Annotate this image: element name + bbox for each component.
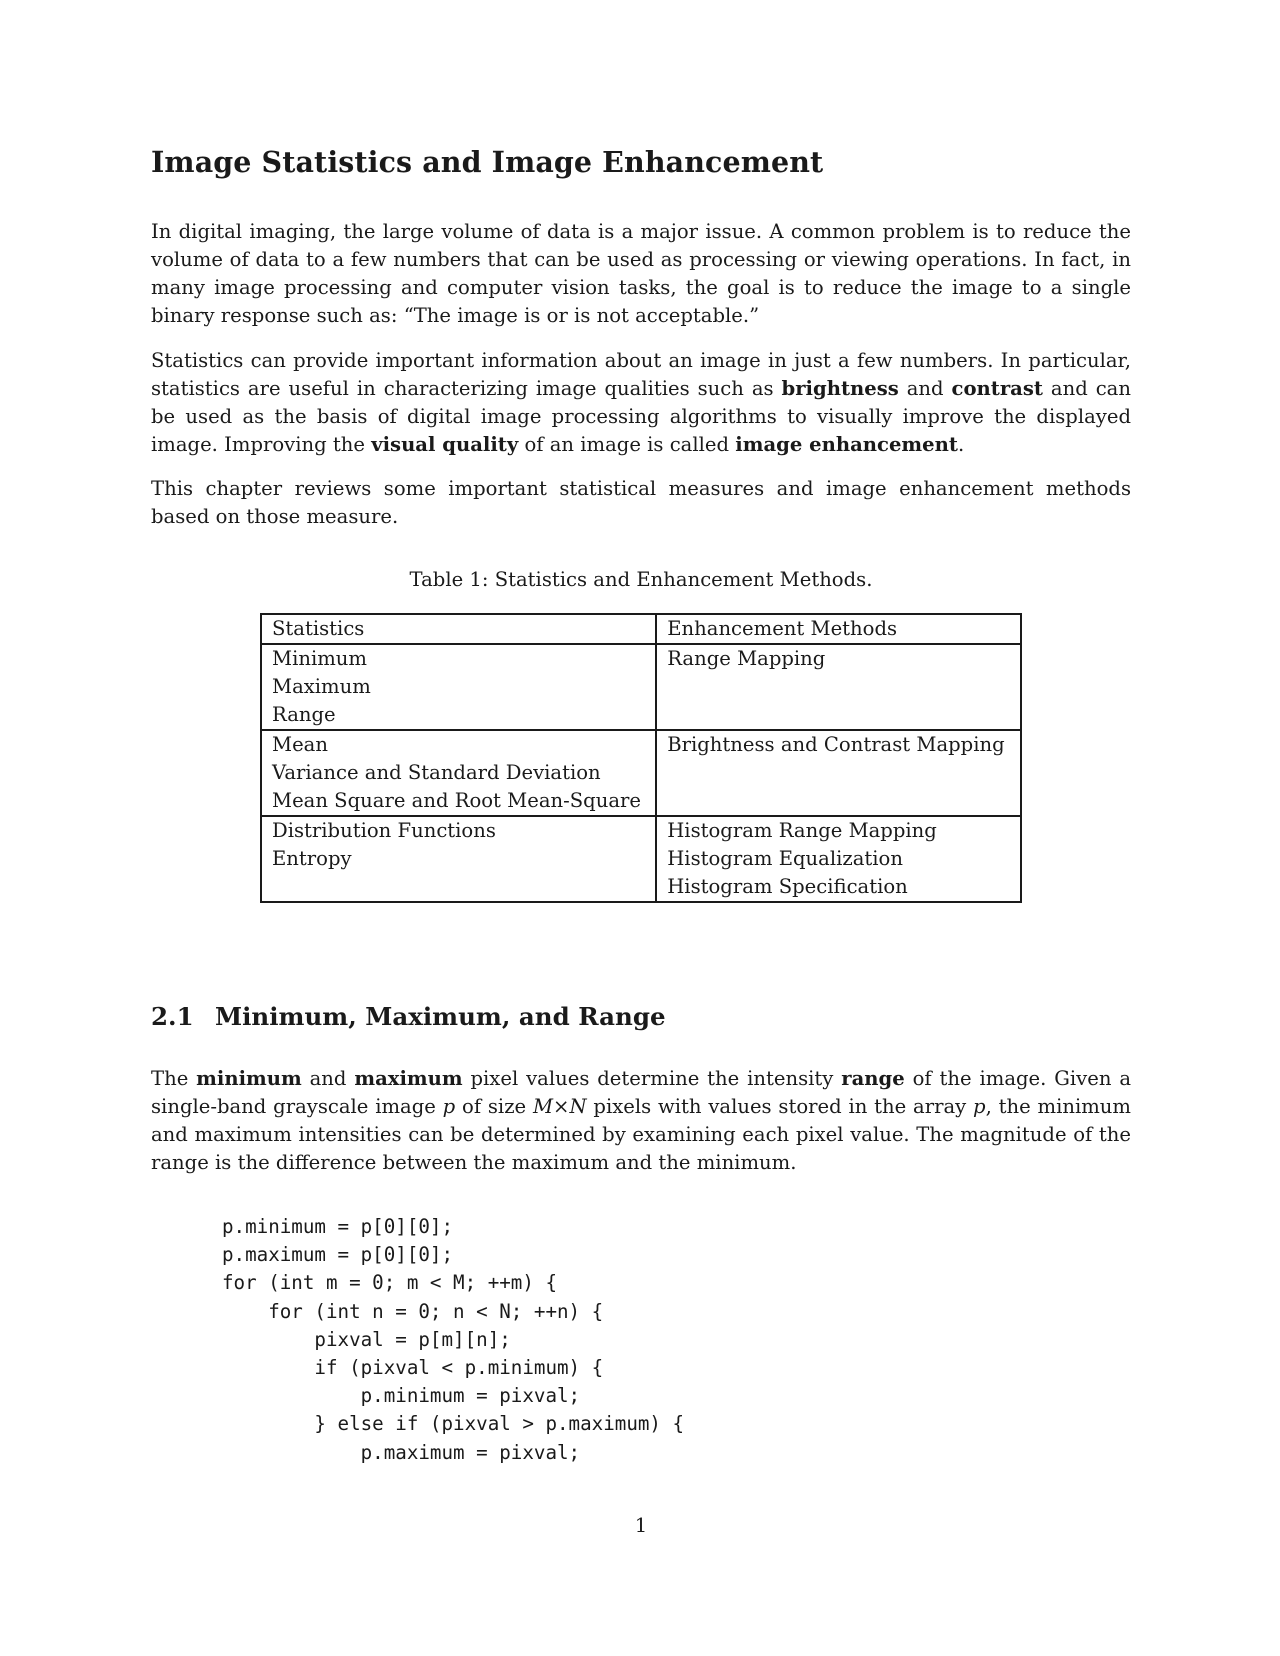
- code-line: if (pixval < p.minimum) {: [222, 1355, 604, 1379]
- table-row: [261, 644, 1021, 730]
- method-item: Histogram Specification: [667, 875, 908, 898]
- statistic-item: Maximum: [272, 675, 371, 698]
- math-symbol: N: [569, 1095, 587, 1118]
- table-row: [261, 730, 1021, 816]
- math-operator: ×: [553, 1095, 570, 1118]
- statistics-cell: [261, 816, 656, 902]
- code-line: p.maximum = pixval;: [222, 1440, 581, 1464]
- code-listing: [222, 1213, 684, 1467]
- header-enhancement-methods: Enhancement Methods: [656, 614, 1021, 644]
- section-number: 2.1: [151, 1002, 194, 1031]
- text-run: .: [957, 433, 965, 456]
- intro-paragraph-2: [151, 347, 1131, 459]
- method-item: Histogram Range Mapping: [667, 819, 937, 842]
- statistic-item: Entropy: [272, 847, 352, 870]
- section-paragraph: [151, 1065, 1131, 1177]
- code-line: } else if (pixval > p.maximum) {: [222, 1412, 685, 1436]
- text-run: pixels with values stored in the array: [586, 1095, 974, 1118]
- bold-term-minimum: minimum: [196, 1067, 302, 1090]
- statistic-item: Mean: [272, 733, 328, 756]
- page-number: 1: [634, 1514, 648, 1537]
- text-run: Statistics can provide important information about an image in just a few numbers. In particular, statistics are useful in characterizing image qualities such as: [151, 349, 1131, 400]
- statistics-cell: [261, 730, 656, 816]
- text-run: and: [301, 1067, 355, 1090]
- math-symbol: p: [442, 1095, 456, 1118]
- table-header-row: [261, 614, 1021, 644]
- methods-cell: [656, 730, 1021, 816]
- code-line: p.maximum = p[0][0];: [222, 1243, 454, 1267]
- text-run: , the minimum and maximum intensities can be determined by examining each pixel value. The magnitude of the range is the difference between the maximum and the minimum.: [151, 1095, 1132, 1174]
- header-statistics: Statistics: [261, 614, 656, 644]
- text-run: and can be used as the basis of digital image processing algorithms to visually improve the displayed image. Improving the: [151, 377, 1131, 456]
- code-line: p.minimum = pixval;: [222, 1384, 581, 1408]
- bold-term-brightness: brightness: [781, 377, 899, 400]
- text-run: pixel values determine the intensity: [462, 1067, 842, 1090]
- bold-term-visual-quality: visual quality: [371, 433, 519, 456]
- text-run: The: [151, 1067, 197, 1090]
- table-row: [261, 816, 1021, 902]
- code-line: for (int n = 0; n < N; ++n) {: [222, 1299, 604, 1323]
- statistics-methods-table: [260, 613, 1022, 903]
- code-line: p.minimum = p[0][0];: [222, 1215, 454, 1238]
- text-run: of size: [455, 1095, 533, 1118]
- method-item: Histogram Equalization: [667, 847, 903, 870]
- document-page: [151, 0, 1131, 1656]
- intro-paragraph-1: In digital imaging, the large volume of data is a major issue. A common problem is to reduce the volume of data to a few numbers that can be used as processing or viewing operations. In fact, in many image processing and computer vision tasks, the goal is to reduce the image to a single binary response such as: “The image is or is not acceptable.”: [151, 220, 1131, 327]
- method-item: Range Mapping: [667, 647, 826, 670]
- statistics-cell: [261, 644, 656, 730]
- document-title: Image Statistics and Image Enhancement: [151, 145, 824, 179]
- code-line: pixval = p[m][n];: [222, 1327, 511, 1351]
- math-symbol: M: [532, 1095, 554, 1118]
- math-symbol: p: [973, 1095, 986, 1118]
- section-title: Minimum, Maximum, and Range: [215, 1002, 666, 1031]
- text-run: of the image. Given a single-band grayscale image: [151, 1067, 1132, 1118]
- bold-term-range: range: [841, 1067, 905, 1090]
- bold-term-maximum: maximum: [354, 1067, 463, 1090]
- methods-cell: [656, 644, 1021, 730]
- text-run: and: [898, 377, 952, 400]
- statistic-item: Distribution Functions: [272, 819, 496, 842]
- method-item: Brightness and Contrast Mapping: [667, 733, 1005, 756]
- statistic-item: Variance and Standard Deviation: [272, 761, 601, 784]
- bold-term-image-enhancement: image enhancement: [735, 433, 958, 456]
- intro-paragraph-3: This chapter reviews some important statistical measures and image enhancement methods based on those measure.: [151, 477, 1131, 528]
- statistic-item: Range: [272, 703, 336, 726]
- statistic-item: Minimum: [272, 647, 367, 670]
- statistic-item: Mean Square and Root Mean-Square: [272, 789, 641, 812]
- text-run: of an image is called: [518, 433, 736, 456]
- methods-cell: [656, 816, 1021, 902]
- code-line: for (int m = 0; m < M; ++m) {: [222, 1271, 558, 1295]
- table-caption: Table 1: Statistics and Enhancement Methods.: [409, 568, 873, 591]
- bold-term-contrast: contrast: [951, 377, 1043, 400]
- section-heading: [151, 1002, 666, 1031]
